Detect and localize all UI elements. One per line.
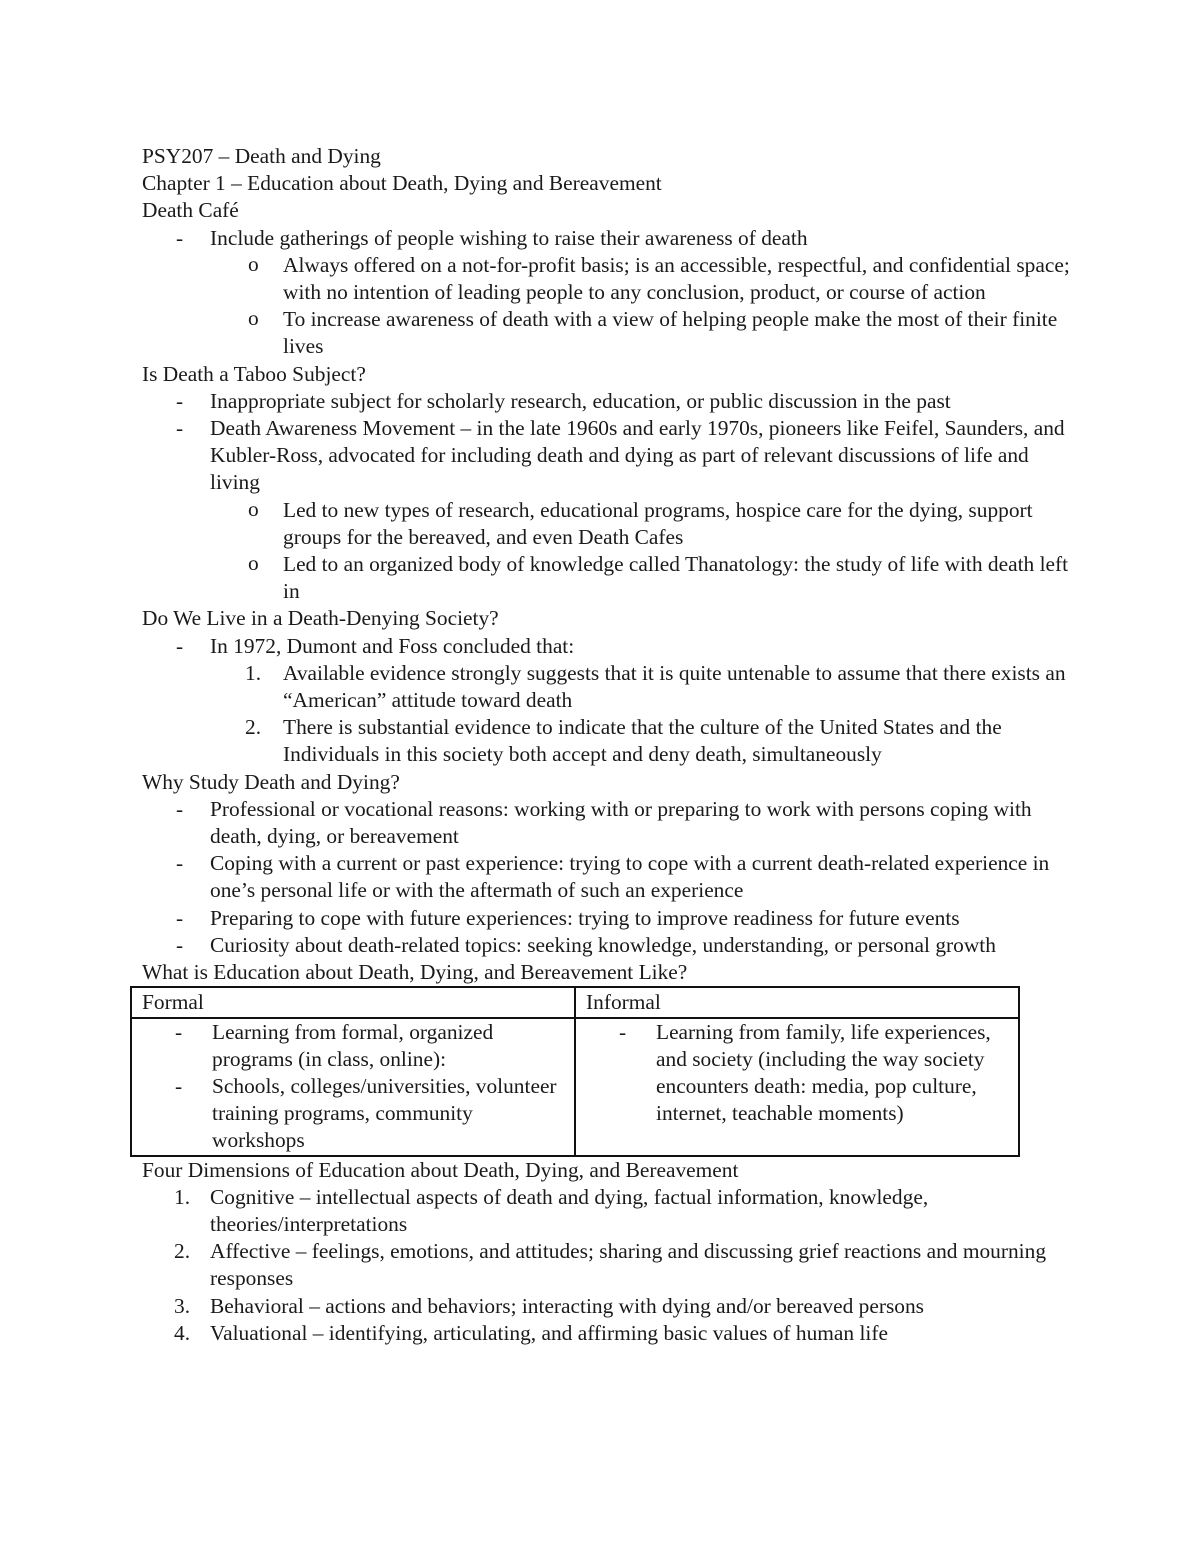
bullet-list	[142, 633, 1070, 769]
list-item-text: Death Awareness Movement – in the late 1960s and early 1970s, pioneers like Feifel, Saunders, and Kubler-Ross, advocated for including death and dying as part of relevant discussions of life and living	[210, 416, 1065, 495]
list-item-text: Include gatherings of people wishing to raise their awareness of death	[210, 225, 808, 250]
list-item	[142, 1293, 1070, 1320]
list-item: - Inappropriate subject for scholarly research, education, or public discussion in the past	[142, 388, 1070, 415]
section-heading-why-study: Why Study Death and Dying?	[142, 769, 400, 794]
bullet-list	[142, 796, 1070, 959]
list-item-text: Valuational – identifying, articulating, and affirming basic values of human life	[210, 1320, 888, 1345]
list-item	[142, 1320, 1070, 1347]
list-item: - Learning from family, life experiences, and society (including the way society encounters death: media, pop culture, internet, teachable moments)	[586, 1019, 1008, 1128]
section-heading-death-denying: Do We Live in a Death-Denying Society?	[142, 606, 499, 631]
list-item: - Professional or vocational reasons: working with or preparing to work with persons coping with death, dying, or bereavement	[142, 796, 1070, 850]
item-number: 1.	[245, 660, 262, 685]
table-cell-formal	[131, 1018, 575, 1156]
section-heading-death-cafe: Death Café	[142, 198, 239, 223]
list-item-text: Cognitive – intellectual aspects of death and dying, factual information, knowledge, theories/interpretations	[210, 1184, 929, 1236]
list-item	[142, 1184, 1070, 1238]
table-row	[131, 1018, 1019, 1156]
list-item-text: In 1972, Dumont and Foss concluded that:	[210, 633, 575, 658]
chapter-heading: Chapter 1 – Education about Death, Dying and Bereavement	[142, 171, 662, 196]
list-item: - Schools, colleges/universities, volunteer training programs, community workshops	[142, 1073, 564, 1155]
item-number: 3.	[174, 1293, 191, 1318]
list-item-text: Behavioral – actions and behaviors; interacting with dying and/or bereaved persons	[210, 1293, 924, 1318]
list-item: o To increase awareness of death with a view of helping people make the most of their finite lives	[210, 306, 1070, 360]
table-cell-informal	[575, 1018, 1019, 1156]
bullet-list	[142, 225, 1070, 361]
section-heading-taboo: Is Death a Taboo Subject?	[142, 361, 366, 386]
list-item	[142, 633, 1070, 769]
section-heading-dimensions: Four Dimensions of Education about Death, Dying, and Bereavement	[142, 1157, 739, 1182]
list-item: - Coping with a current or past experience: trying to cope with a current death-related experience in one’s personal life or with the aftermath of such an experience	[142, 850, 1070, 904]
item-number: 4.	[174, 1320, 191, 1345]
list-item-text: Available evidence strongly suggests that it is quite untenable to assume that there exists an “American” attitude toward death	[283, 660, 1066, 713]
list-item: o Led to an organized body of knowledge called Thanatology: the study of life with death left in	[210, 551, 1070, 605]
list-item	[210, 660, 1070, 714]
list-item: - Preparing to cope with future experiences: trying to improve readiness for future events	[142, 905, 1070, 932]
list-item	[142, 415, 1070, 605]
bullet-list	[142, 388, 1070, 606]
table-header-informal: Informal	[575, 987, 1019, 1017]
table-header-row	[131, 987, 1019, 1017]
sub-bullet-list	[210, 497, 1070, 606]
list-item	[142, 1238, 1070, 1292]
list-item: o Led to new types of research, educational programs, hospice care for the dying, support groups for the bereaved, and even Death Cafes	[210, 497, 1070, 551]
item-number: 2.	[245, 715, 262, 740]
list-item-text: There is substantial evidence to indicate that the culture of the United States and the Individuals in this society both accept and deny death, simultaneously	[283, 715, 1002, 767]
document-title: PSY207 – Death and Dying	[142, 144, 381, 168]
list-item: o Always offered on a not-for-profit basis; is an accessible, respectful, and confidential space; with no intention of leading people to any conclusion, product, or course of action	[210, 252, 1070, 306]
item-number: 1.	[174, 1184, 191, 1209]
bullet-list	[142, 1019, 564, 1155]
list-item	[142, 225, 1070, 361]
list-item: - Curiosity about death-related topics: seeking knowledge, understanding, or personal growth	[142, 932, 1070, 959]
formal-informal-table	[130, 986, 1020, 1156]
table-header-formal: Formal	[131, 987, 575, 1017]
sub-bullet-list	[210, 252, 1070, 361]
bullet-list	[586, 1019, 1008, 1128]
list-item-text: Affective – feelings, emotions, and attitudes; sharing and discussing grief reactions and mourning responses	[210, 1239, 1047, 1291]
section-heading-education: What is Education about Death, Dying, and Bereavement Like?	[142, 960, 688, 985]
list-item: - Learning from formal, organized programs (in class, online):	[142, 1019, 564, 1073]
numbered-list	[142, 1184, 1070, 1347]
item-number: 2.	[174, 1239, 191, 1264]
list-item	[210, 714, 1070, 768]
numbered-list	[210, 660, 1070, 769]
